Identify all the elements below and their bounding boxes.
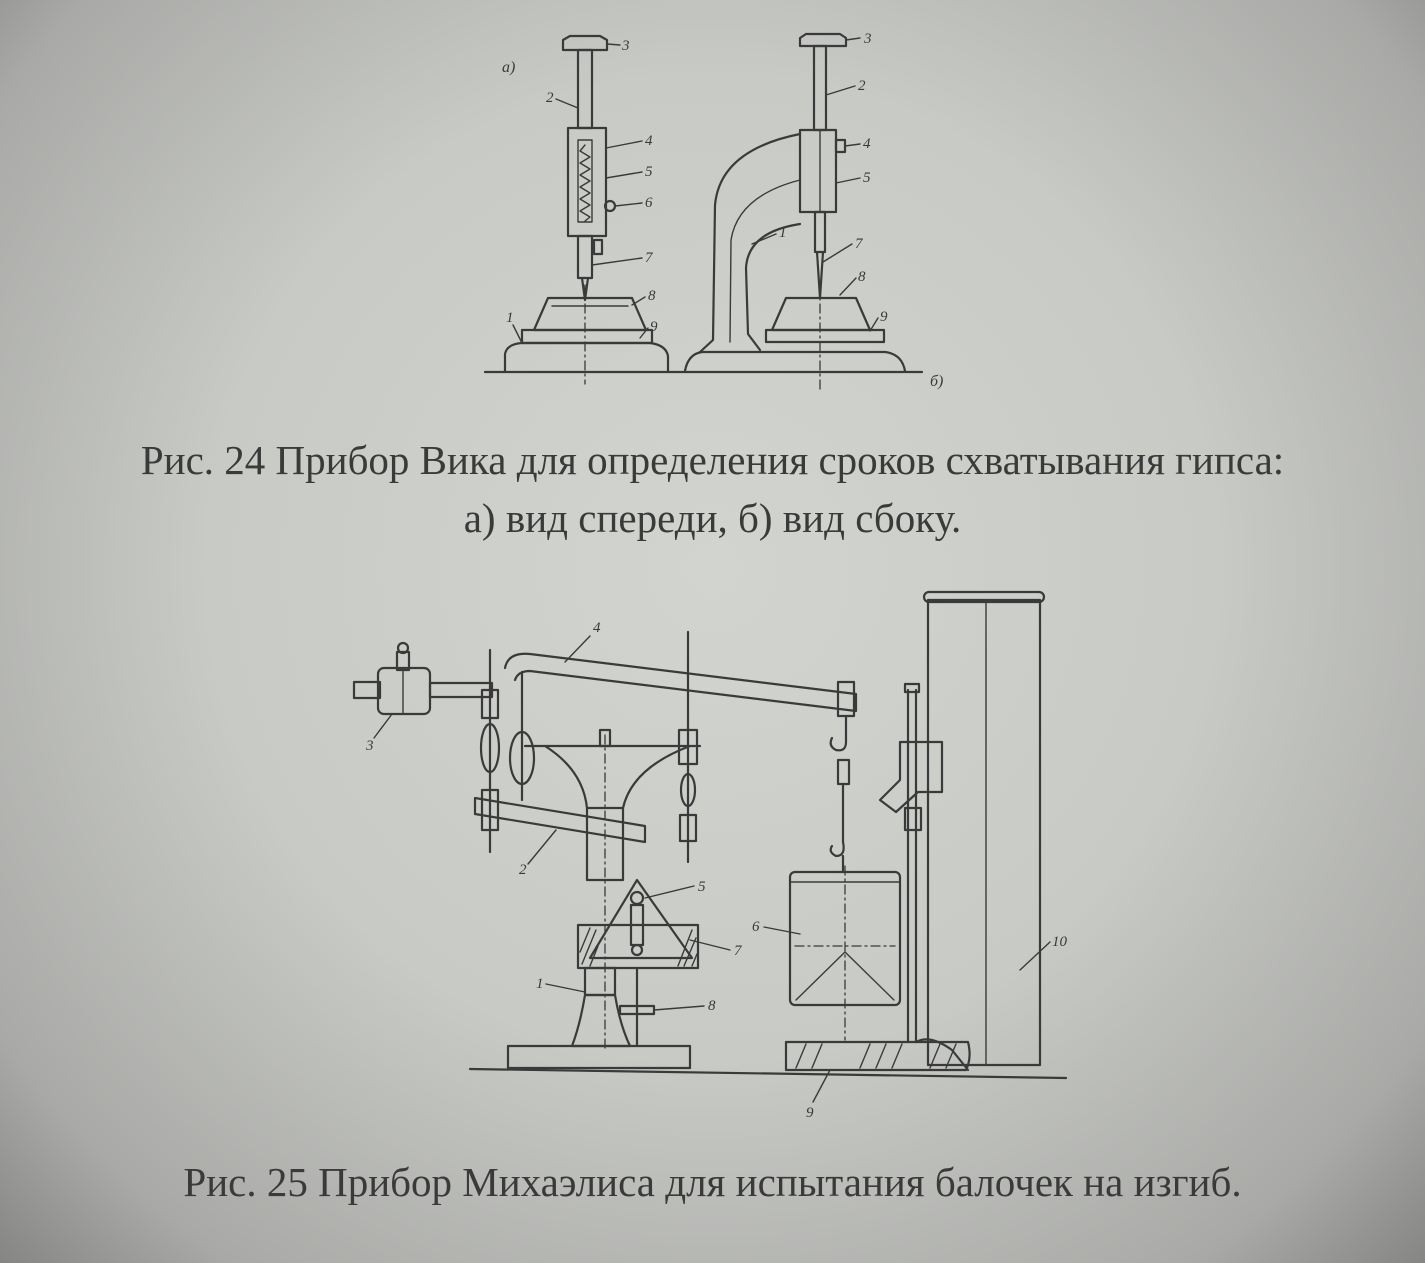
rod xyxy=(578,50,592,128)
counterweight xyxy=(378,668,430,714)
vicat-apparatus-front-view xyxy=(485,36,922,384)
top-disc xyxy=(563,36,607,50)
holder-bolt-top xyxy=(631,892,643,904)
figure-24-caption-line-2: а) вид спереди, б) вид сбоку. xyxy=(463,495,962,541)
hook-lower xyxy=(831,842,844,872)
callout-6: 6 xyxy=(752,919,760,935)
column-bracket xyxy=(525,746,700,808)
rod xyxy=(814,46,826,130)
callout-9: 9 xyxy=(650,319,658,335)
holder-bolt-bottom xyxy=(632,945,642,955)
leader-lines-fig25 xyxy=(374,636,1050,1102)
base-plate xyxy=(505,343,668,371)
callout-10: 10 xyxy=(1052,934,1067,950)
floor-line xyxy=(470,1069,1066,1078)
arm-mid-line xyxy=(730,180,800,342)
figure-25-caption: Рис. 25 Прибор Михаэлиса для испытания балочек на изгиб. xyxy=(183,1159,1242,1205)
callout-6: 6 xyxy=(645,195,653,211)
ring-mould xyxy=(772,298,870,330)
callout-2: 2 xyxy=(519,862,527,878)
callout-4: 4 xyxy=(593,620,601,636)
view-a-label: а) xyxy=(502,59,516,76)
callout-7: 7 xyxy=(645,250,653,266)
michaelis-apparatus xyxy=(354,592,1066,1102)
clamp-screw xyxy=(836,140,845,152)
side-view-labels xyxy=(779,31,943,390)
spring xyxy=(580,145,590,221)
column-foot xyxy=(572,995,630,1046)
arm-outer xyxy=(700,134,800,352)
glass-plate xyxy=(522,330,652,343)
ring-mould xyxy=(534,298,646,330)
callout-8: 8 xyxy=(708,998,716,1014)
callout-5: 5 xyxy=(645,164,653,180)
figure-24-caption-line-1: Рис. 24 Прибор Вика для определения сроков схватывания гипса: xyxy=(140,437,1285,483)
callout-1: 1 xyxy=(506,310,514,326)
callout-3: 3 xyxy=(622,38,630,54)
chain-link xyxy=(838,760,849,784)
fig25-labels xyxy=(365,620,1068,1121)
callout-2: 2 xyxy=(858,78,866,94)
callout-4: 4 xyxy=(863,136,871,152)
callout-3: 3 xyxy=(366,738,374,754)
lever-2 xyxy=(475,798,645,842)
callout-3: 3 xyxy=(864,31,872,47)
callout-9: 9 xyxy=(806,1105,814,1121)
column-10 xyxy=(928,600,1040,1065)
callout-5: 5 xyxy=(698,879,706,895)
callout-9: 9 xyxy=(880,309,888,325)
callout-2: 2 xyxy=(546,90,554,106)
column-lower xyxy=(585,968,615,995)
holder-lug xyxy=(594,240,602,254)
counterweight-stub xyxy=(354,682,380,698)
callout-1: 1 xyxy=(779,225,787,241)
callout-7: 7 xyxy=(734,943,742,959)
callout-1: 1 xyxy=(536,976,544,992)
needle-holder xyxy=(578,236,592,278)
lever-4 xyxy=(505,654,856,711)
callout-8: 8 xyxy=(858,269,866,285)
holder-frame xyxy=(800,130,836,212)
callout-5: 5 xyxy=(863,170,871,186)
latch-body xyxy=(880,742,942,812)
base xyxy=(685,352,905,371)
left-base xyxy=(508,1046,690,1068)
view-b-label: б) xyxy=(930,373,944,390)
top-disc xyxy=(800,34,846,46)
callout-8: 8 xyxy=(648,288,656,304)
callout-7: 7 xyxy=(855,236,863,252)
vicat-apparatus-side-view xyxy=(685,34,905,390)
hook-upper xyxy=(831,716,846,750)
needle-holder xyxy=(815,212,825,252)
callout-4: 4 xyxy=(645,133,653,149)
glass-plate xyxy=(766,330,884,342)
